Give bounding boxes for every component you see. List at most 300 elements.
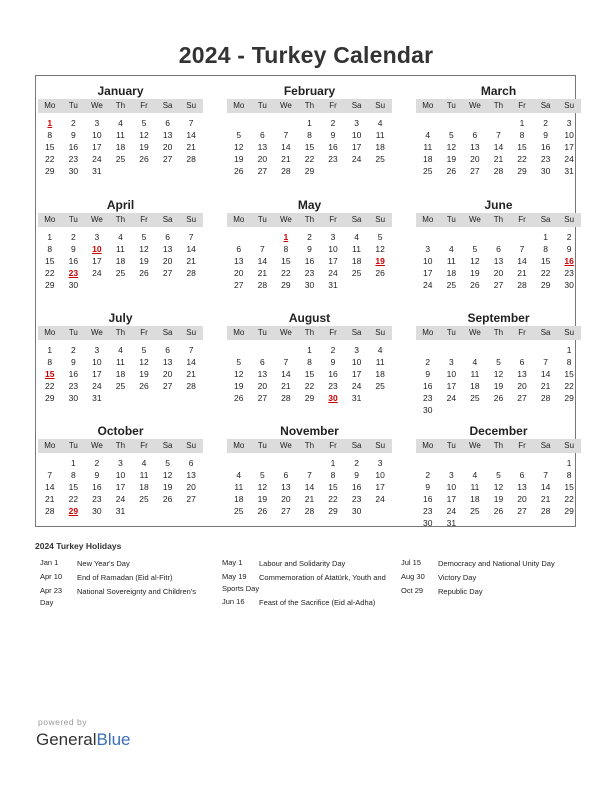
day-cell: 9 xyxy=(330,357,336,367)
empty-cell xyxy=(274,344,298,356)
day-cell: 9 xyxy=(425,482,431,492)
holiday-item xyxy=(401,586,576,597)
day-cell: 26 xyxy=(234,166,244,176)
day-cell: 11 xyxy=(116,244,125,254)
weekday-label: We xyxy=(90,215,103,224)
day-cell: 29 xyxy=(328,506,338,516)
day-cell: 30 xyxy=(92,506,102,516)
day-cell: 30 xyxy=(68,280,79,290)
day-cell: 12 xyxy=(234,369,244,379)
holiday-date: Oct 29 xyxy=(401,586,424,595)
month-february xyxy=(227,83,392,177)
day-cell: 14 xyxy=(45,482,55,492)
empty-cell xyxy=(251,457,275,469)
day-cell: 19 xyxy=(162,482,173,492)
day-cell: 23 xyxy=(328,381,338,391)
day-cell: 3 xyxy=(425,244,431,254)
weekday-label: Fr xyxy=(518,328,526,337)
day-cell: 3 xyxy=(330,232,336,242)
day-cell: 10 xyxy=(92,130,102,140)
day-cell: 20 xyxy=(517,494,527,504)
day-cell: 13 xyxy=(257,142,268,152)
day-cell: 9 xyxy=(330,130,336,140)
day-grid xyxy=(416,117,581,177)
weekday-label: Th xyxy=(304,328,315,337)
day-cell: 21 xyxy=(281,381,291,391)
weekday-label: We xyxy=(279,215,292,224)
day-cell: 29 xyxy=(45,393,55,403)
day-cell: 6 xyxy=(259,357,265,367)
holiday-item xyxy=(40,558,200,569)
day-cell: 30 xyxy=(68,393,79,403)
weekday-label: Th xyxy=(493,215,504,224)
day-cell: 29 xyxy=(564,506,574,516)
empty-cell xyxy=(440,117,464,129)
day-cell: 19 xyxy=(257,494,268,504)
day-cell: 18 xyxy=(375,142,385,152)
day-cell: 12 xyxy=(446,142,457,152)
day-cell: 18 xyxy=(115,369,126,379)
day-cell: 17 xyxy=(115,482,126,492)
day-cell: 3 xyxy=(354,345,359,355)
day-cell: 24 xyxy=(446,506,457,516)
month-name: January xyxy=(97,84,144,98)
day-cell: 24 xyxy=(446,393,457,403)
day-cell: 7 xyxy=(543,470,548,480)
day-cell: 27 xyxy=(162,268,173,278)
day-cell: 8 xyxy=(566,470,572,480)
weekday-label: We xyxy=(90,328,103,337)
weekday-label: Tu xyxy=(68,215,78,224)
holiday-date: Apr 23 xyxy=(40,586,63,595)
holiday-day-cell: 10 xyxy=(92,244,102,254)
day-cell: 23 xyxy=(68,154,79,164)
day-cell: 20 xyxy=(234,268,244,278)
empty-cell xyxy=(487,344,511,356)
day-cell: 12 xyxy=(234,142,244,152)
day-cell: 27 xyxy=(517,393,527,403)
weekday-label: Tu xyxy=(68,328,78,337)
weekday-label: Mo xyxy=(233,328,245,337)
weekday-label: Fr xyxy=(140,441,148,450)
empty-cell xyxy=(510,344,534,356)
day-cell: 21 xyxy=(186,256,196,266)
weekday-label: Mo xyxy=(422,441,434,450)
weekday-label: Fr xyxy=(329,101,337,110)
day-cell: 17 xyxy=(328,256,338,266)
day-cell: 2 xyxy=(70,118,76,128)
day-cell: 29 xyxy=(517,166,527,176)
day-cell: 27 xyxy=(281,506,291,516)
day-cell: 5 xyxy=(165,458,170,468)
day-cell: 27 xyxy=(186,494,196,504)
empty-cell xyxy=(227,344,251,356)
day-cell: 11 xyxy=(234,482,244,492)
day-cell: 9 xyxy=(566,244,572,254)
weekday-label: Sa xyxy=(351,215,362,224)
weekday-label: Th xyxy=(304,101,315,110)
day-cell: 7 xyxy=(519,244,525,254)
holiday-name: New Year's Day xyxy=(77,559,130,568)
holiday-date: May 1 xyxy=(222,558,243,567)
day-cell: 7 xyxy=(259,244,265,254)
day-cell: 20 xyxy=(162,369,173,379)
weekday-label: Tu xyxy=(446,215,456,224)
day-cell: 28 xyxy=(186,381,196,391)
day-cell: 31 xyxy=(92,166,102,176)
day-cell: 11 xyxy=(423,142,433,152)
day-cell: 15 xyxy=(304,142,315,152)
day-grid xyxy=(227,457,392,517)
day-cell: 4 xyxy=(236,470,242,480)
day-cell: 28 xyxy=(257,280,268,290)
day-cell: 18 xyxy=(115,142,126,152)
day-grid xyxy=(227,344,392,404)
weekday-label: Fr xyxy=(329,215,337,224)
holiday-name: End of Ramadan (Eid al-Fitr) xyxy=(77,573,173,582)
day-cell: 30 xyxy=(351,506,362,516)
day-cell: 12 xyxy=(139,130,149,140)
day-cell: 26 xyxy=(493,393,504,403)
weekday-label: Su xyxy=(186,101,197,110)
day-grid xyxy=(38,344,203,404)
day-cell: 27 xyxy=(493,280,504,290)
month-name: May xyxy=(297,198,322,212)
day-cell: 15 xyxy=(564,369,574,379)
holiday-item xyxy=(40,586,200,608)
weekday-header xyxy=(227,326,392,340)
day-cell: 1 xyxy=(330,458,336,468)
day-cell: 20 xyxy=(162,256,173,266)
powered-by-label: powered by xyxy=(38,717,87,727)
day-cell: 5 xyxy=(236,357,242,367)
day-cell: 26 xyxy=(375,268,385,278)
day-cell: 6 xyxy=(236,244,242,254)
day-cell: 17 xyxy=(351,142,362,152)
day-cell: 17 xyxy=(92,142,102,152)
holiday-item xyxy=(40,572,200,583)
month-june xyxy=(416,197,581,291)
day-cell: 4 xyxy=(377,345,383,355)
day-cell: 20 xyxy=(517,381,527,391)
day-cell: 15 xyxy=(45,142,55,152)
day-cell: 31 xyxy=(115,506,126,516)
day-cell: 16 xyxy=(540,142,551,152)
day-cell: 5 xyxy=(259,470,265,480)
day-cell: 11 xyxy=(139,470,149,480)
day-cell: 13 xyxy=(234,256,244,266)
day-cell: 7 xyxy=(188,118,194,128)
day-cell: 18 xyxy=(375,369,385,379)
empty-cell xyxy=(440,457,464,469)
day-cell: 10 xyxy=(446,369,457,379)
month-august xyxy=(227,310,392,404)
day-cell: 11 xyxy=(375,130,385,140)
day-cell: 20 xyxy=(257,381,268,391)
day-cell: 24 xyxy=(92,268,102,278)
month-name: March xyxy=(480,84,517,98)
holiday-name: Labour and Solidarity Day xyxy=(259,559,346,568)
holiday-item xyxy=(401,572,576,583)
day-cell: 9 xyxy=(354,470,359,480)
holiday-item xyxy=(222,597,392,608)
weekday-label: Su xyxy=(186,215,197,224)
day-cell: 6 xyxy=(519,470,525,480)
day-cell: 17 xyxy=(92,369,102,379)
day-cell: 23 xyxy=(351,494,362,504)
day-cell: 8 xyxy=(519,130,525,140)
weekday-label: Mo xyxy=(233,101,245,110)
month-name: February xyxy=(283,84,336,98)
day-cell: 22 xyxy=(68,494,79,504)
day-cell: 14 xyxy=(281,142,291,152)
weekday-label: Th xyxy=(115,441,126,450)
day-cell: 11 xyxy=(352,244,361,254)
day-cell: 5 xyxy=(448,130,454,140)
day-cell: 28 xyxy=(540,393,551,403)
holiday-column-3 xyxy=(401,558,576,600)
weekday-label: Th xyxy=(304,441,315,450)
empty-cell xyxy=(463,344,487,356)
day-cell: 9 xyxy=(70,130,76,140)
day-cell: 7 xyxy=(283,357,289,367)
day-cell: 27 xyxy=(234,280,244,290)
empty-cell xyxy=(416,457,440,469)
day-cell: 6 xyxy=(283,470,289,480)
day-cell: 19 xyxy=(493,381,504,391)
day-cell: 19 xyxy=(139,369,149,379)
empty-cell xyxy=(251,344,275,356)
weekday-label: Mo xyxy=(422,101,434,110)
day-cell: 28 xyxy=(281,166,291,176)
day-cell: 15 xyxy=(68,482,79,492)
weekday-label: Th xyxy=(115,328,126,337)
day-cell: 1 xyxy=(543,232,548,242)
day-cell: 15 xyxy=(281,256,291,266)
month-name: December xyxy=(469,424,528,438)
day-cell: 1 xyxy=(70,458,76,468)
page-title: 2024 - Turkey Calendar xyxy=(178,42,434,68)
day-cell: 29 xyxy=(304,166,315,176)
day-cell: 22 xyxy=(328,494,338,504)
day-cell: 16 xyxy=(68,142,79,152)
weekday-label: We xyxy=(90,101,103,110)
month-name: June xyxy=(484,198,513,212)
day-cell: 1 xyxy=(47,232,53,242)
month-july xyxy=(38,310,203,404)
day-cell: 17 xyxy=(92,256,102,266)
weekday-label: Tu xyxy=(446,441,456,450)
day-cell: 20 xyxy=(470,154,480,164)
day-cell: 6 xyxy=(188,458,194,468)
day-cell: 22 xyxy=(564,381,574,391)
day-cell: 26 xyxy=(139,268,149,278)
brand-blue: Blue xyxy=(96,730,131,749)
day-cell: 24 xyxy=(351,381,362,391)
day-cell: 8 xyxy=(47,130,53,140)
day-cell: 19 xyxy=(493,494,504,504)
day-cell: 5 xyxy=(496,357,501,367)
day-cell: 16 xyxy=(423,381,433,391)
holidays-heading: 2024 Turkey Holidays xyxy=(35,541,122,551)
empty-cell xyxy=(487,117,511,129)
weekday-label: Sa xyxy=(162,328,173,337)
weekday-header xyxy=(227,213,392,227)
empty-cell xyxy=(534,457,558,469)
day-cell: 14 xyxy=(304,482,315,492)
weekday-label: Th xyxy=(115,215,126,224)
month-may xyxy=(227,197,392,291)
weekday-header xyxy=(416,439,581,453)
day-cell: 2 xyxy=(330,118,336,128)
day-cell: 31 xyxy=(351,393,362,403)
day-cell: 20 xyxy=(162,142,173,152)
day-cell: 23 xyxy=(328,154,338,164)
empty-cell xyxy=(534,344,558,356)
weekday-label: Sa xyxy=(162,215,173,224)
day-cell: 14 xyxy=(540,369,551,379)
day-cell: 6 xyxy=(496,244,501,254)
day-cell: 9 xyxy=(543,130,548,140)
weekday-header xyxy=(227,99,392,113)
day-cell: 25 xyxy=(375,381,385,391)
day-cell: 30 xyxy=(540,166,551,176)
day-cell: 17 xyxy=(351,369,362,379)
day-cell: 27 xyxy=(162,381,173,391)
day-cell: 13 xyxy=(281,482,291,492)
day-cell: 8 xyxy=(283,244,289,254)
day-cell: 25 xyxy=(139,494,149,504)
day-cell: 27 xyxy=(257,166,268,176)
weekday-label: Mo xyxy=(44,328,56,337)
day-cell: 3 xyxy=(448,470,454,480)
day-cell: 24 xyxy=(564,154,574,164)
day-cell: 20 xyxy=(257,154,268,164)
weekday-label: Sa xyxy=(540,328,551,337)
day-cell: 1 xyxy=(47,345,53,355)
weekday-label: Su xyxy=(375,215,386,224)
day-cell: 7 xyxy=(188,232,194,242)
month-april xyxy=(38,197,203,291)
day-cell: 22 xyxy=(45,154,55,164)
day-cell: 21 xyxy=(186,369,196,379)
day-cell: 9 xyxy=(70,244,76,254)
day-cell: 23 xyxy=(423,393,433,403)
day-cell: 21 xyxy=(540,381,551,391)
day-cell: 13 xyxy=(257,369,268,379)
day-cell: 14 xyxy=(517,256,527,266)
day-cell: 28 xyxy=(540,506,551,516)
day-cell: 5 xyxy=(472,244,478,254)
holiday-date: Jul 15 xyxy=(401,558,422,567)
day-cell: 18 xyxy=(115,256,126,266)
day-cell: 3 xyxy=(94,118,100,128)
day-cell: 8 xyxy=(70,470,76,480)
empty-cell xyxy=(463,117,487,129)
day-cell: 24 xyxy=(328,268,338,278)
day-cell: 29 xyxy=(564,393,574,403)
weekday-label: Mo xyxy=(233,215,245,224)
weekday-label: Su xyxy=(564,215,575,224)
day-cell: 25 xyxy=(375,154,385,164)
day-cell: 16 xyxy=(328,142,338,152)
empty-cell xyxy=(227,231,251,243)
month-november xyxy=(227,423,392,517)
day-cell: 14 xyxy=(540,482,551,492)
weekday-label: Su xyxy=(186,441,197,450)
day-cell: 19 xyxy=(139,142,149,152)
day-cell: 16 xyxy=(92,482,102,492)
weekday-header xyxy=(38,99,203,113)
day-cell: 4 xyxy=(354,232,359,242)
day-cell: 10 xyxy=(351,130,362,140)
day-cell: 26 xyxy=(470,280,480,290)
day-cell: 28 xyxy=(304,506,315,516)
day-cell: 22 xyxy=(564,494,574,504)
weekday-label: We xyxy=(279,101,292,110)
empty-cell xyxy=(416,344,440,356)
holiday-name: Republic Day xyxy=(438,587,483,596)
day-cell: 2 xyxy=(307,232,312,242)
day-grid xyxy=(416,344,581,416)
day-cell: 21 xyxy=(304,494,315,504)
day-cell: 14 xyxy=(186,130,196,140)
day-cell: 19 xyxy=(234,154,244,164)
day-cell: 16 xyxy=(328,369,338,379)
holiday-day-cell: 23 xyxy=(68,268,79,278)
day-grid xyxy=(38,231,203,291)
day-cell: 3 xyxy=(448,357,454,367)
day-cell: 13 xyxy=(517,369,527,379)
weekday-label: Sa xyxy=(540,101,551,110)
day-cell: 21 xyxy=(493,154,504,164)
weekday-label: Mo xyxy=(233,441,245,450)
day-cell: 15 xyxy=(517,142,527,152)
day-cell: 3 xyxy=(94,232,100,242)
day-cell: 5 xyxy=(141,232,147,242)
day-cell: 23 xyxy=(304,268,315,278)
weekday-label: Mo xyxy=(44,441,56,450)
day-cell: 26 xyxy=(257,506,268,516)
day-cell: 24 xyxy=(351,154,362,164)
weekday-label: Fr xyxy=(329,328,337,337)
weekday-label: Su xyxy=(564,328,575,337)
weekday-label: We xyxy=(468,328,481,337)
day-cell: 3 xyxy=(377,458,383,468)
day-cell: 13 xyxy=(493,256,504,266)
month-september xyxy=(416,310,581,416)
day-cell: 29 xyxy=(304,393,315,403)
day-cell: 24 xyxy=(375,494,385,504)
day-cell: 9 xyxy=(307,244,312,254)
weekday-label: Fr xyxy=(140,215,148,224)
day-cell: 9 xyxy=(94,470,100,480)
day-cell: 8 xyxy=(566,357,572,367)
day-cell: 5 xyxy=(496,470,501,480)
generalblue-logo[interactable] xyxy=(36,730,131,750)
day-cell: 28 xyxy=(45,506,55,516)
day-cell: 8 xyxy=(47,244,53,254)
day-cell: 30 xyxy=(68,166,79,176)
weekday-label: We xyxy=(468,441,481,450)
day-cell: 25 xyxy=(115,381,126,391)
day-cell: 1 xyxy=(307,118,312,128)
empty-cell xyxy=(463,457,487,469)
day-cell: 4 xyxy=(118,118,123,128)
day-cell: 9 xyxy=(70,357,76,367)
day-cell: 25 xyxy=(446,280,457,290)
weekday-label: We xyxy=(468,101,481,110)
